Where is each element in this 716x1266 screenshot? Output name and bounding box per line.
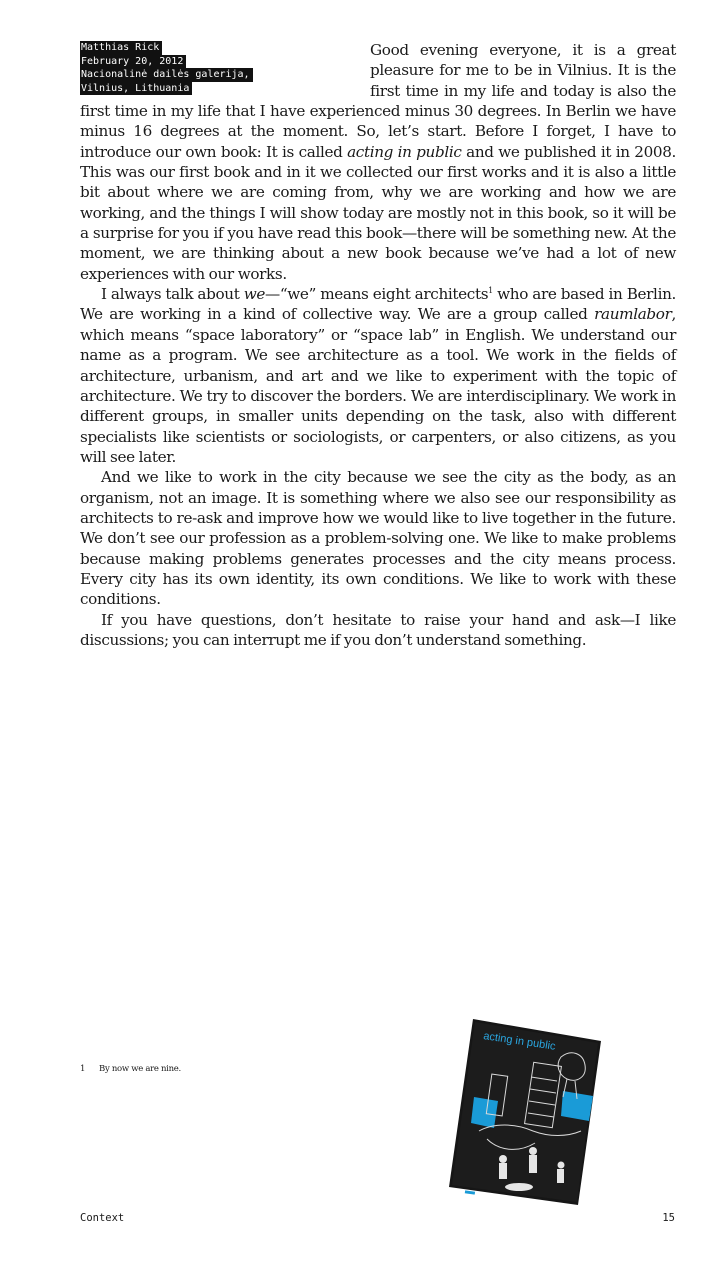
p2-text-c: who are based in Berlin. We are working in a kind of collective way. We are a group called bbox=[80, 285, 676, 324]
p2-text-b: —“we” means eight architects bbox=[265, 285, 489, 304]
p2-we: we bbox=[243, 285, 266, 304]
page-number: 15 bbox=[662, 1212, 675, 1224]
venue-city: Vilnius, Lithuania bbox=[80, 82, 192, 96]
footnote-reference[interactable]: 1 bbox=[488, 286, 493, 296]
venue-name: Nacionalinė dailės galerija, bbox=[80, 68, 253, 82]
p1-rest-text: and we published it in 2008. This was our first book and in it we collected our first works and it is also a little bit about where we are coming from, why we are working and how we are working, and the things I will show today are mostly not in this book, so it will be a surprise for you if you have read this book—there will be something new. At the moment, we are thinking about a new book because we’ve had a lot of new experiences with our works. bbox=[80, 142, 676, 283]
footnote bbox=[80, 1064, 181, 1074]
footer-section-label: Context bbox=[80, 1212, 125, 1224]
paragraph-4: If you have questions, don’t hesitate to raise your hand and ask—I like discussions; you can interrupt me if you don’t understand something. bbox=[80, 610, 676, 649]
lecture-body bbox=[80, 40, 676, 650]
p1-lead-text: Good evening everyone, it is a great pleasure for me to be in Vilnius. It is the first time in my life and today is also the first time in my life that I have experienced minus 30 degrees. In Berlin we have minus 16 degrees at the moment. So, let’s start. Before I forget, I have to introduce our own book: It is called bbox=[80, 41, 676, 161]
lecture-date: February 20, 2012 bbox=[80, 55, 186, 69]
book-cover-image bbox=[449, 1019, 601, 1205]
speaker-name: Matthias Rick bbox=[80, 41, 162, 55]
book-title-inline: acting in public bbox=[347, 142, 462, 161]
paragraph-2 bbox=[80, 284, 676, 467]
group-name: raumlabor bbox=[594, 305, 672, 324]
book-cover-illustration bbox=[449, 1019, 601, 1205]
header-spacer bbox=[80, 40, 370, 101]
paragraph-3: And we like to work in the city because we see the city as the body, as an organism, not an image. It is something where we also see our responsibility as architects to re-ask and improve how we would like to live together in the future. We don’t see our profession as a problem-solving one. We like to make problems because making problems generates processes and the city means process. Every city has its own identity, its own conditions. We like to work with these conditions. bbox=[80, 468, 676, 609]
p2-text-a: I always talk about bbox=[101, 285, 244, 304]
book-cover-title: acting in public bbox=[482, 1030, 557, 1053]
p2-text-d: , which means “space laboratory” or “space lab” in English. We understand our name as a program. We see architecture as a tool. We work in the fields of architecture, urbanism, and art and we like to experiment with the topic of architecture. We try to discover the borders. We are interdisciplinary. We work in different groups, in smaller units depending on the task, also with different specialists like scientists or sociologists, or carpenters, or also citizens, as you will see later. bbox=[80, 305, 676, 466]
footnote-number: 1 bbox=[80, 1064, 86, 1074]
footnote-text: By now we are nine. bbox=[99, 1064, 181, 1074]
